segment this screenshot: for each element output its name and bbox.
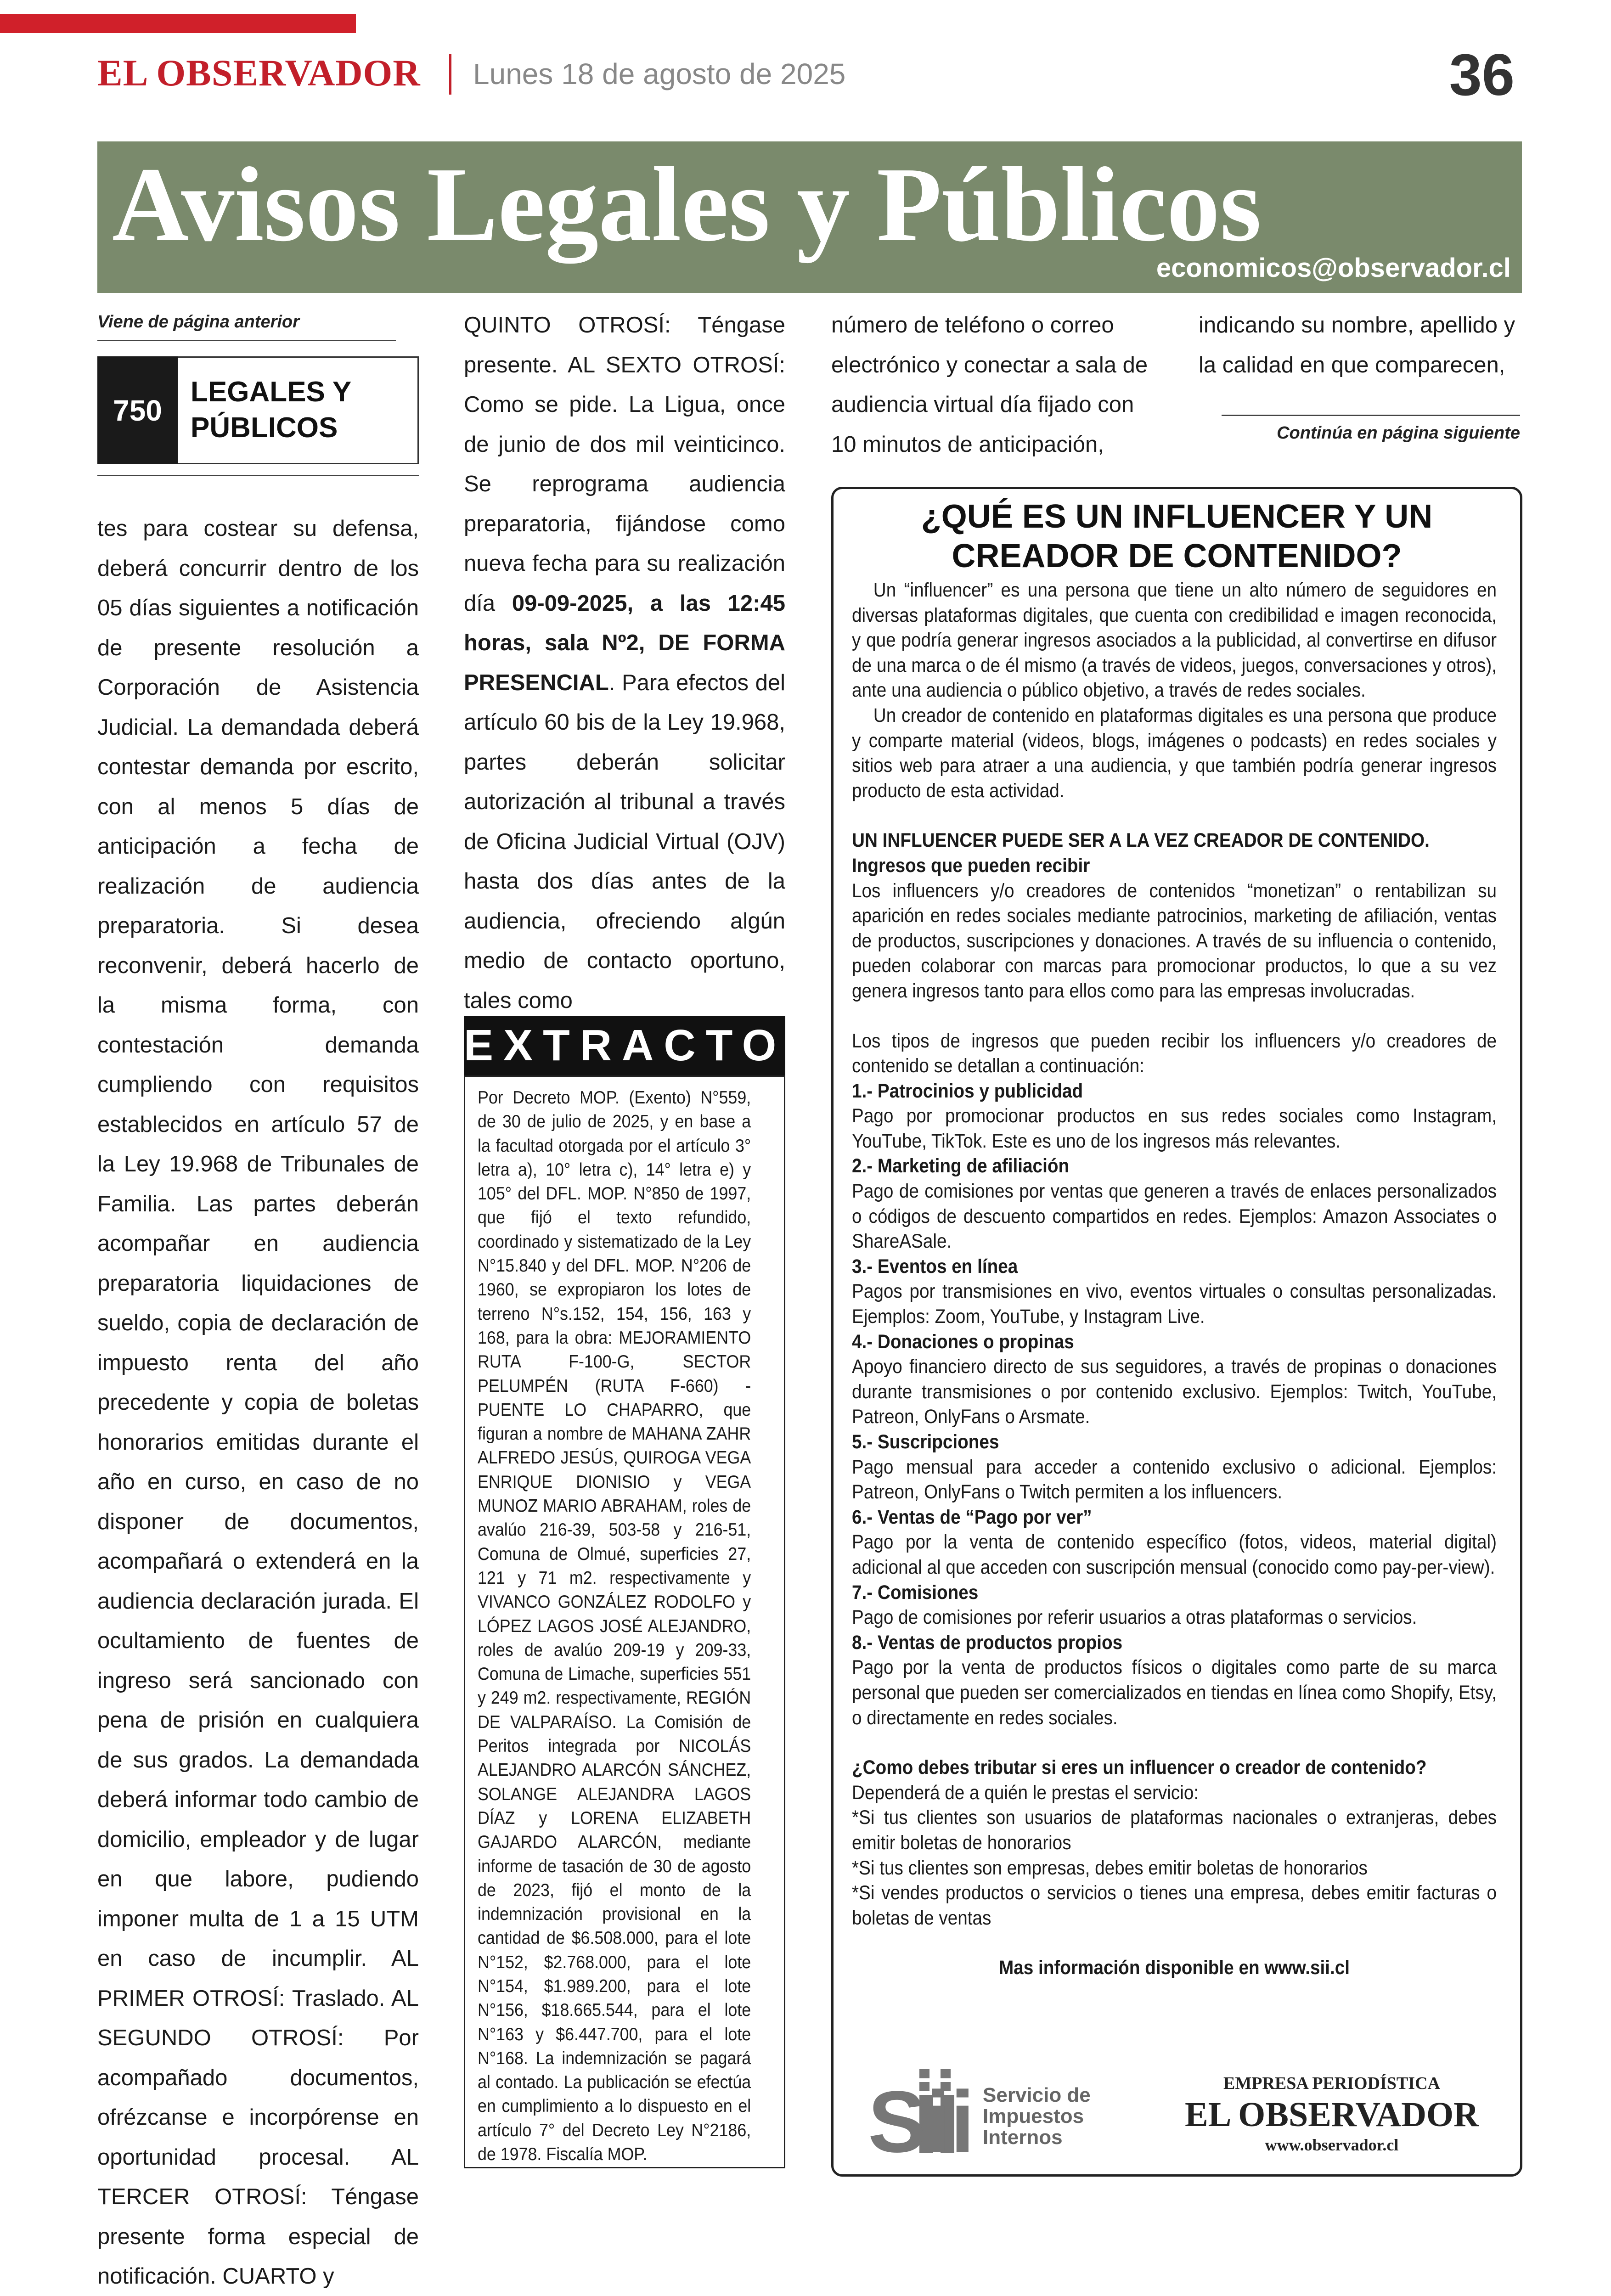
masthead: EL OBSERVADOR [97, 52, 421, 94]
influencer-title [831, 497, 1522, 576]
income-type-text: Pago por la venta de productos físicos o digitales como parte de su marca personal que pueden ser comercializados en tiendas en línea como Shopify, Etsy, o directamente en redes sociales. [852, 1656, 1497, 1729]
income-type-text: Pago por la venta de contenido específico (fotos, videos, material digital) adicional al que acceden con suscripción mensual (conocido como pay-per-view). [852, 1531, 1497, 1578]
income-type-text: Pagos por transmisiones en vivo, eventos virtuales o consultas personalizadas. Ejemplos: Zoom, YouTube, y Instagram Live. [852, 1280, 1497, 1328]
tax-paragraph: Dependerá de a quién le prestas el servicio: [852, 1781, 1199, 1804]
publisher-label: EMPRESA PERIODÍSTICA [1223, 2074, 1440, 2093]
tax-bullet: *Si tus clientes son empresas, debes emitir boletas de honorarios [852, 1857, 1368, 1879]
divider [97, 340, 396, 341]
income-type-title: 1.- Patrocinios y publicidad [852, 1080, 1083, 1102]
legal-notice-col1 [97, 509, 419, 2296]
influencer-paragraph: Un creador de contenido en plataformas digitales es una persona que produce y comparte material (videos, blogs, imágenes o podcasts) en redes sociales y sitios web para atraer a una audiencia, y que también podría generar ingresos producto de esta actividad. [852, 704, 1497, 802]
income-type-title: 4.- Donaciones o propinas [852, 1330, 1074, 1353]
section-label-line1: LEGALES Y [191, 376, 352, 408]
divider [97, 475, 419, 476]
sii-line: Servicio de [983, 2084, 1091, 2106]
section-number: 750 [97, 356, 178, 464]
section-label [191, 374, 351, 446]
section-label-line2: PÚBLICOS [191, 412, 338, 444]
influencer-paragraph: Los influencers y/o creadores de contenidos “monetizan” o rentabilizan su aparición en redes sociales mediante patrocinios, marketing de afiliación, ventas de productos, suscripciones y donaciones. A través de su influencia o contenido, pueden colaborar con marcas para promocionar productos, lo que a su vez genera ingresos tanto para ellos como para las empresas involucradas. [852, 879, 1497, 1002]
sii-name [983, 2085, 1091, 2148]
issue-date: Lunes 18 de agosto de 2025 [473, 57, 846, 90]
influencer-subheading: Ingresos que pueden recibir [852, 854, 1090, 877]
notice-text: indicando su nombre, apellido y la calidad en que comparecen, [1199, 313, 1515, 377]
income-type-title: 2.- Marketing de afiliación [852, 1155, 1070, 1177]
notice-text: tes para costear su defensa, deberá concurrir dentro de los 05 días siguientes a notificación de presente resolución a Corporación de Asistencia Judicial. La demandada deberá contestar demanda por escrito, con al menos 5 días de anticipación a fecha de realización de audiencia preparatoria. Si desea reconvenir, deberá hacerlo de la misma forma, con contestación demanda cumpliendo con requisitos establecidos en artículo 57 de la Ley 19.968 de Tribunales de Familia. Las partes deberán acompañar en audiencia preparatoria liquidaciones de sueldo, copia de declaración de impuesto renta del año precedente y copia de boletas honorarios emitidas durante el año en curso, en caso de no disponer de documentos, acompañará o extenderá en la audiencia declaración jurada. El ocultamiento de fuentes de ingreso será sancionado con pena de prisión en cualquiera de sus grados. La demandada deberá informar todo cambio de domicilio, empleador y de lugar en que labore, pudiendo imponer multa de 1 a 15 UTM en caso de incumplir. AL PRIMER OTROSÍ: Traslado. AL SEGUNDO OTROSÍ: Por acompañado documentos, ofrézcanse e incorpórense en oportunidad procesal. AL TERCER OTROSÍ: Téngase presente forma especial de notificación. CUARTO y [97, 516, 419, 2289]
notice-text [464, 305, 785, 1020]
income-type-title: 7.- Comisiones [852, 1581, 979, 1604]
influencer-paragraph: Un “influencer” es una persona que tiene un alto número de seguidores en diversas plataformas digitales, que cuenta con credibilidad e imagen reconocida, y que podría generar ingresos asociados a la publicidad, al convertirse en difusor de una marca o de él mismo (a través de videos, juegos, conversaciones y otros), ante una audiencia o público objetivo, a través de redes sociales. [852, 579, 1497, 702]
extracto-heading: EXTRACTO [464, 1016, 785, 1075]
top-red-bar [0, 14, 356, 33]
influencer-title-line1: ¿QUÉ ES UN INFLUENCER Y UN [921, 498, 1433, 535]
tax-heading: ¿Como debes tributar si eres un influencer o creador de contenido? [852, 1756, 1427, 1779]
masthead-separator [449, 54, 451, 95]
hearing-date: 09-09-2025, a las 12:45 horas, sala Nº2, DE FORMA PRESENCIAL [464, 591, 786, 695]
sii-line: Internos [983, 2126, 1063, 2149]
legal-notice-col2 [464, 305, 785, 1020]
sii-logo [868, 2065, 974, 2160]
tax-bullet: *Si tus clientes son usuarios de plataformas nacionales o extranjeras, debes emitir boletas de honorarios [852, 1806, 1497, 1854]
income-type-title: 8.- Ventas de productos propios [852, 1631, 1123, 1654]
section-email: economicos@observador.cl [1156, 253, 1511, 283]
more-info: Mas información disponible en www.sii.cl [998, 1957, 1350, 1979]
notice-text-b: . Para efectos del artículo 60 bis de la Ley 19.968, partes deberán solicitar autorización al tribunal a través de Oficina Judicial Virtual (OJV) hasta dos días antes de la audiencia, ofreciendo algún medio de contacto oportuno, tales como [464, 670, 785, 1013]
notice-text-a: QUINTO OTROSÍ: Téngase presente. AL SEXTO OTROSÍ: Como se pide. La Ligua, once de junio de dos mil veinticinco. Se reprograma audiencia preparatoria, fijándose como nueva fecha para su realización día [464, 313, 785, 616]
income-type-title: 5.- Suscripciones [852, 1431, 999, 1453]
publisher-name: EL OBSERVADOR [1184, 2095, 1479, 2134]
page-number: 36 [1449, 42, 1515, 108]
section-title: Avisos Legales y Públicos [112, 146, 1262, 264]
income-type-text: Pago de comisiones por referir usuarios a otras plataformas o servicios. [852, 1606, 1417, 1629]
tax-bullet: *Si vendes productos o servicios o tienes una empresa, debes emitir facturas o boletas de ventas [852, 1882, 1497, 1929]
extracto-text: Por Decreto MOP. (Exento) N°559, de 30 de julio de 2025, y en base a la facultad otorgada por el artículo 3° letra a), 10° letra c), 14° letra e) y 105° del DFL. MOP. N°850 de 1997, que fijó el texto refundido, coordinado y sistematizado de la Ley N°15.840 y del DFL. MOP. N°206 de 1960, se expropiaron los lotes de terreno N°s.152, 154, 156, 163 y 168, para la obra: MEJORAMIENTO RUTA F-100-G, SECTOR PELUMPÉN (RUTA F-660) - PUENTE LO CHAPARRO, que figuran a nombre de MAHANA ZAHR ALFREDO JESÚS, QUIROGA VEGA ENRIQUE DIONISIO y VEGA MUNOZ MARIO ABRAHAM, roles de avalúo 216-39, 503-58 y 216-51, Comuna de Olmué, superficies 27, 121 y 71 m2. respectivamente y VIVANCO GONZÁLEZ RODOLFO y LÓPEZ LAGOS JOSÉ ALEJANDRO, roles de avalúo 209-19 y 209-33, Comuna de Limache, superficies 551 y 249 m2. respectivamente, REGIÓN DE VALPARAÍSO. La Comisión de Peritos integrada por NICOLÁS ALEJANDRO ALARCÓN SÁNCHEZ, SOLANGE ALEJANDRA LAGOS DÍAZ y LORENA ELIZABETH GAJARDO ALARCÓN, mediante informe de tasación de 30 de agosto de 2023, fijó el monto de la indemnización provisional en la cantidad de $6.508.000, para el lote N°152, $2.768.000, para el lote N°154, $1.989.200, para el lote N°156, $18.665.544, para el lote N°163 y $6.447.700, para el lote N°168. La indemnización se pagará al contado. La publicación se efectúa en cumplimiento a lo dispuesto en el artículo 7° del Decreto Ley N°2186, de 1978. Fiscalía MOP. [478, 1088, 751, 2165]
income-type-text: Pago por promocionar productos en sus redes sociales como Instagram, YouTube, TikTok. Este es uno de los ingresos más relevantes. [852, 1105, 1497, 1152]
sii-line: Impuestos [983, 2105, 1084, 2127]
viene-note: Viene de página anterior [97, 312, 299, 332]
influencer-title-line2: CREADOR DE CONTENIDO? [952, 538, 1402, 574]
divider [1222, 415, 1520, 416]
income-type-text: Pago mensual para acceder a contenido exclusivo o adicional. Ejemplos: Patreon, OnlyFans o Twitch permiten a los influencers. [852, 1456, 1497, 1503]
income-type-text: Apoyo financiero directo de sus seguidores, a través de propinas o donaciones durante transmisiones o por contenido exclusivo. Ejemplos: Twitch, YouTube, Patreon, OnlyFans o Arsmate. [852, 1356, 1497, 1428]
influencer-paragraph: Los tipos de ingresos que pueden recibir los influencers y/o creadores de contenido se detallan a continuación: [852, 1030, 1497, 1077]
income-type-title: 6.- Ventas de “Pago por ver” [852, 1506, 1092, 1528]
sii-logo-mark [868, 2065, 974, 2157]
sii-logo-letter: Sii [868, 2073, 974, 2157]
legal-notice-col4 [1199, 305, 1520, 385]
publisher-web: www.observador.cl [1265, 2136, 1399, 2154]
influencer-body [852, 578, 1497, 1981]
legal-notice-col3 [831, 305, 1153, 464]
income-type-title: 3.- Eventos en línea [852, 1255, 1018, 1277]
notice-text: número de teléfono o correo electrónico y conectar a sala de audiencia virtual día fijado con 10 minutos de anticipación, [831, 313, 1148, 457]
influencer-heading: UN INFLUENCER PUEDE SER A LA VEZ CREADOR DE CONTENIDO. [852, 829, 1430, 852]
income-type-text: Pago de comisiones por ventas que generen a través de enlaces personalizados o códigos de descuento compartidos en redes. Ejemplos: Amazon Associates o ShareASale. [852, 1180, 1497, 1253]
continua-note: Continúa en página siguiente [1277, 423, 1520, 443]
